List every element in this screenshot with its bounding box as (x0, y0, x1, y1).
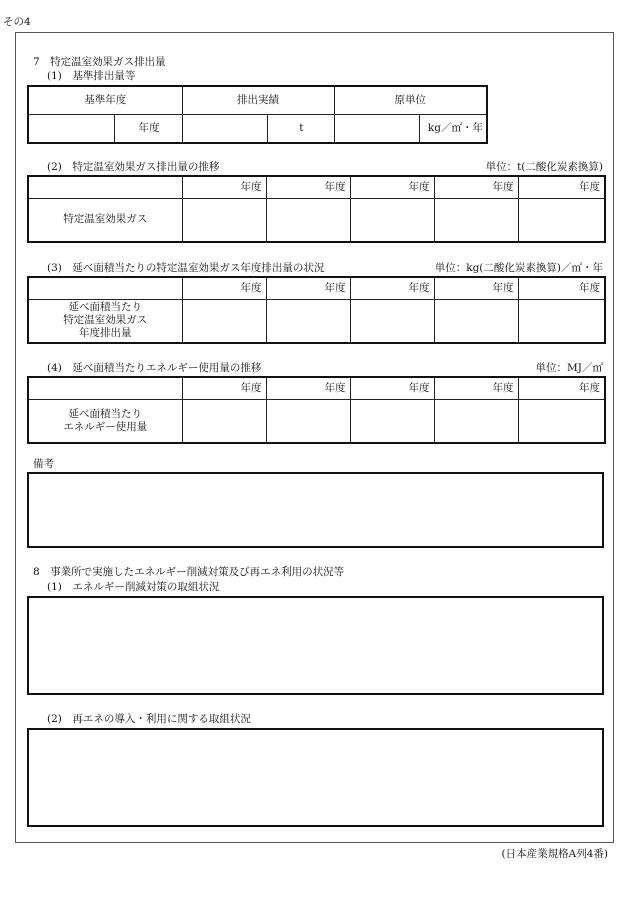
value-cell[interactable] (434, 399, 518, 443)
value-cell[interactable] (350, 299, 434, 343)
row-label-line: 特定温室効果ガス (63, 314, 148, 327)
section7-sub4-title: (4) 延べ面積当たりエネルギー使用量の推移 (47, 362, 262, 374)
row-label-intensity-ghg (28, 299, 182, 343)
value-cell[interactable] (434, 299, 518, 343)
year-header: 年度 (434, 377, 518, 399)
section7-sub3-title: (3) 延べ面積当たりの特定温室効果ガス年度排出量の状況 (47, 262, 325, 274)
section7-title: 7 特定温室効果ガス排出量 (33, 56, 166, 68)
value-cell[interactable] (350, 399, 434, 443)
section8-title: 8 事業所で実施したエネルギー削減対策及び再エネ利用の状況等 (33, 566, 345, 578)
emission-record-input[interactable] (182, 114, 267, 143)
section7-sub2-unit: 単位：t(二酸化炭素換算) (485, 161, 603, 173)
year-header: 年度 (518, 277, 605, 299)
base-year-input[interactable] (28, 114, 114, 143)
value-cell[interactable] (182, 399, 266, 443)
value-cell[interactable] (518, 299, 605, 343)
section7-sub3-unit: 単位：kg(二酸化炭素換算)／㎡・年 (434, 262, 603, 274)
value-cell[interactable] (266, 198, 350, 242)
row-label-ghg: 特定温室効果ガス (28, 198, 182, 242)
value-cell[interactable] (350, 198, 434, 242)
remarks-input-box[interactable] (27, 472, 604, 548)
energy-reduction-input-box[interactable] (27, 596, 604, 695)
section7-sub1-title: (1) 基準排出量等 (47, 70, 136, 82)
year-header: 年度 (518, 176, 605, 198)
emissions-trend-table (27, 175, 606, 243)
energy-use-table (27, 376, 606, 444)
value-cell[interactable] (182, 198, 266, 242)
row-label-energy (28, 399, 182, 443)
value-cell[interactable] (182, 299, 266, 343)
footer-standard-note: (日本産業規格A列4番) (501, 848, 608, 860)
intensity-input[interactable] (334, 114, 419, 143)
row-label-line: 年度排出量 (79, 327, 132, 340)
emission-unit-t: t (267, 114, 334, 143)
value-cell[interactable] (434, 198, 518, 242)
year-header: 年度 (350, 377, 434, 399)
intensity-unit: kg／㎡・年 (419, 114, 487, 143)
section7-sub2-title: (2) 特定温室効果ガス排出量の推移 (47, 161, 220, 173)
year-header: 年度 (266, 176, 350, 198)
section8-sub2-title: (2) 再エネの導入・利用に関する取組状況 (47, 713, 251, 725)
value-cell[interactable] (266, 399, 350, 443)
remarks-label: 備考 (33, 458, 54, 470)
section7-sub4-unit: 単位：MJ／㎡ (535, 362, 603, 374)
year-header: 年度 (266, 377, 350, 399)
corner-cell (28, 176, 182, 198)
year-header: 年度 (266, 277, 350, 299)
section8-sub1-title: (1) エネルギー削減対策の取組状況 (47, 581, 220, 593)
page-label: その4 (3, 16, 31, 28)
row-label-line: エネルギー使用量 (63, 420, 148, 433)
year-header: 年度 (434, 176, 518, 198)
row-label-line: 延べ面積当たり (68, 301, 142, 314)
corner-cell (28, 377, 182, 399)
corner-cell (28, 277, 182, 299)
renewable-energy-input-box[interactable] (27, 728, 604, 827)
value-cell[interactable] (518, 198, 605, 242)
year-header: 年度 (350, 277, 434, 299)
header-intensity: 原単位 (334, 86, 487, 114)
year-header: 年度 (182, 176, 266, 198)
base-year-suffix: 年度 (114, 114, 182, 143)
header-base-year: 基準年度 (28, 86, 182, 114)
baseline-emissions-table (27, 85, 488, 144)
row-label-line: 延べ面積当たり (68, 407, 142, 420)
year-header: 年度 (182, 277, 266, 299)
year-header: 年度 (434, 277, 518, 299)
value-cell[interactable] (266, 299, 350, 343)
intensity-emissions-table (27, 276, 606, 344)
header-emission-record: 排出実績 (182, 86, 334, 114)
year-header: 年度 (182, 377, 266, 399)
value-cell[interactable] (518, 399, 605, 443)
year-header: 年度 (518, 377, 605, 399)
year-header: 年度 (350, 176, 434, 198)
